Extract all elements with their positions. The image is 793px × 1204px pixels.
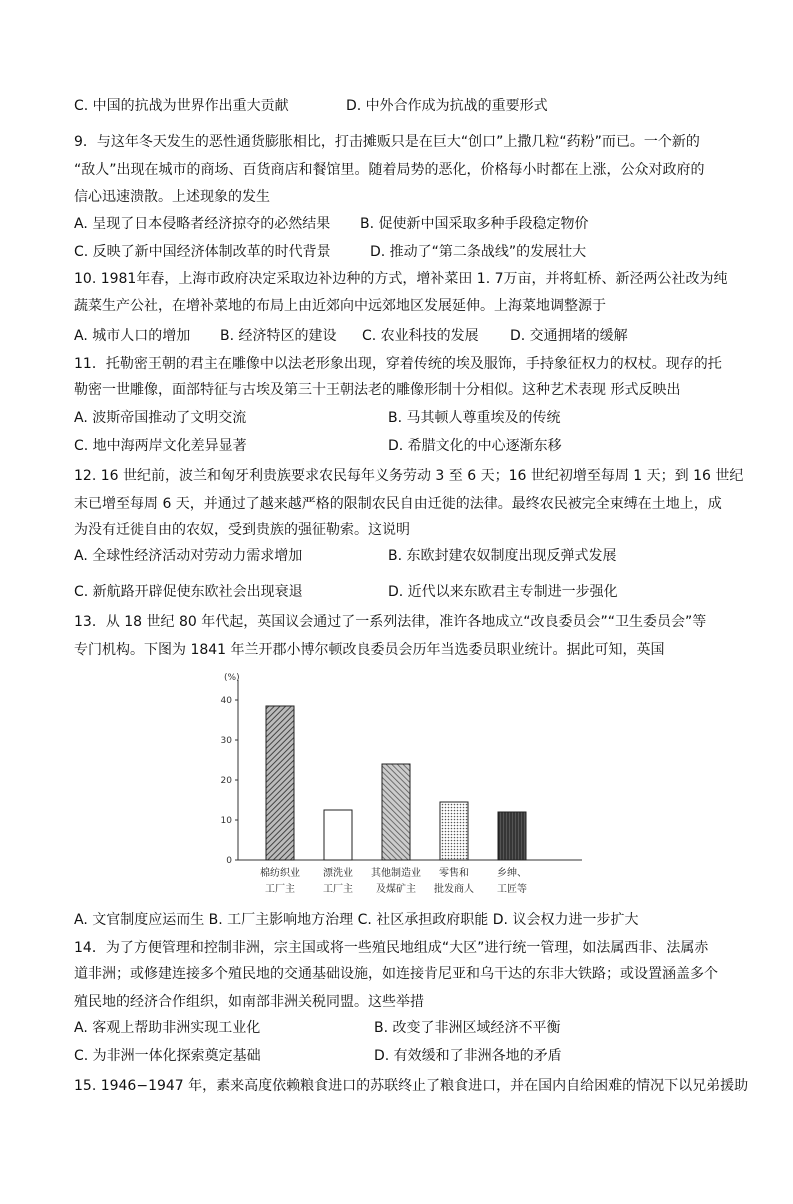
x-category-label: 乡绅、	[497, 868, 527, 879]
option-c: C. 中国的抗战为世界作出重大贡献	[74, 98, 289, 114]
q14-line-2: 道非洲；或修建连接多个殖民地的交通基础设施，如连接肯尼亚和乌干达的东非大铁路；或设置涵盖多个	[74, 966, 718, 982]
q11-option-c: C. 地中海两岸文化差异显著	[74, 438, 247, 454]
q12-line-1: 12. 16 世纪前，波兰和匈牙利贵族要求农民每年义务劳动 3 至 6 天；16 世纪初增至每周 1 天；到 16 世纪	[74, 468, 744, 484]
y-axis-unit-label: (%)	[224, 673, 240, 683]
x-category-label: 棉纺织业	[260, 868, 300, 879]
q10-line-2: 蔬菜生产公社，在增补菜地的布局上由近郊向中远郊地区发展延伸。上海菜地调整源于	[74, 298, 606, 314]
q14-line-1: 14．为了方便管理和控制非洲，宗主国或将一些殖民地组成“大区”进行统一管理，如法属西非、法属赤	[74, 940, 709, 956]
q9-option-d: D. 推动了“第二条战线”的发展壮大	[370, 244, 587, 260]
x-category-label: 工匠等	[497, 884, 527, 895]
bar	[324, 810, 352, 860]
q13-line-1: 13．从 18 世纪 80 年代起，英国议会通过了一系列法律，准许各地成立“改良委员会”“卫生委员会”等	[74, 614, 707, 630]
q10-option-a: A. 城市人口的增加	[74, 328, 191, 344]
option-d: D. 中外合作成为抗战的重要形式	[346, 98, 548, 114]
y-tick-label: 20	[220, 776, 232, 786]
q9-option-a: A. 呈现了日本侵略者经济掠夺的必然结果	[74, 216, 331, 232]
q9-line-1: 9．与这年冬天发生的恶性通货膨胀相比，打击摊贩只是在巨大“创口”上撒几粒“药粉”而已。一个新的	[74, 134, 700, 150]
q10-option-d: D. 交通拥堵的缓解	[510, 328, 628, 344]
q11-option-b: B. 马其顿人尊重埃及的传统	[388, 410, 561, 426]
q11-line-1: 11．托勒密王朝的君主在雕像中以法老形象出现，穿着传统的埃及服饰，手持象征权力的权杖。现存的托	[74, 356, 722, 372]
q9-option-b: B. 促使新中国采取多种手段稳定物价	[360, 216, 589, 232]
q14-line-3: 殖民地的经济合作组织，如南部非洲关税同盟。这些举措	[74, 994, 424, 1010]
q12-option-b: B. 东欧封建农奴制度出现反弹式发展	[388, 548, 617, 564]
bar	[382, 764, 410, 860]
bar	[266, 706, 294, 860]
bar	[440, 802, 468, 860]
x-category-label: 批发商人	[434, 884, 474, 895]
x-category-label: 工厂主	[323, 884, 353, 895]
x-category-label: 其他制造业	[371, 868, 421, 879]
x-category-label: 工厂主	[265, 884, 295, 895]
q10-option-b: B. 经济特区的建设	[220, 328, 337, 344]
q14-option-c: C. 为非洲一体化探索奠定基础	[74, 1048, 261, 1064]
q14-option-a: A. 客观上帮助非洲实现工业化	[74, 1020, 261, 1036]
q12-line-3: 为没有迁徙自由的农奴，受到贵族的强征勒索。这说明	[74, 522, 410, 538]
q9-line-3: 信心迅速溃散。上述现象的发生	[74, 189, 270, 205]
q9-option-c: C. 反映了新中国经济体制改革的时代背景	[74, 244, 331, 260]
y-tick-label: 40	[220, 696, 232, 706]
q15-line-1: 15. 1946−1947 年，素来高度依赖粮食进口的苏联终止了粮食进口，并在国内自给困难的情况下以兄弟援助	[74, 1078, 749, 1094]
q13-options: A. 文官制度应运而生 B. 工厂主影响地方治理 C. 社区承担政府职能 D. 议会权力进一步扩大	[74, 912, 639, 928]
q12-option-a: A. 全球性经济活动对劳动力需求增加	[74, 548, 303, 564]
bar	[498, 812, 526, 860]
x-category-label: 及煤矿主	[376, 884, 416, 895]
q11-option-a: A. 波斯帝国推动了文明交流	[74, 410, 247, 426]
occupation-bar-chart	[210, 668, 590, 898]
q12-option-c: C. 新航路开辟促使东欧社会出现衰退	[74, 584, 303, 600]
y-tick-label: 0	[226, 856, 232, 866]
q9-line-2: “敌人”出现在城市的商场、百货商店和餐馆里。随着局势的恶化，价格每小时都在上涨，公众对政府的	[74, 162, 705, 178]
x-category-label: 零售和	[439, 868, 469, 879]
q13-line-2: 专门机构。下图为 1841 年兰开郡小博尔顿改良委员会历年当选委员职业统计。据此可知，英国	[74, 642, 665, 658]
q10-option-c: C. 农业科技的发展	[362, 328, 479, 344]
q12-line-2: 末已增至每周 6 天，并通过了越来越严格的限制农民自由迁徙的法律。最终农民被完全束缚在土地上，成	[74, 496, 722, 512]
y-tick-label: 10	[220, 816, 232, 826]
x-category-label: 漂洗业	[323, 868, 353, 879]
q10-line-1: 10. 1981年春，上海市政府决定采取边补边种的方式，增补菜田 1. 7万亩，并将虹桥、新泾两公社改为纯	[74, 271, 728, 287]
q11-option-d: D. 希腊文化的中心逐渐东移	[388, 438, 562, 454]
y-tick-label: 30	[220, 736, 232, 746]
q14-option-b: B. 改变了非洲区域经济不平衡	[374, 1020, 561, 1036]
q14-option-d: D. 有效缓和了非洲各地的矛盾	[374, 1048, 562, 1064]
q12-option-d: D. 近代以来东欧君主专制进一步强化	[388, 584, 618, 600]
q11-line-2: 勒密一世雕像，面部特征与古埃及第三十王朝法老的雕像形制十分相似。这种艺术表现 形式反映出	[74, 382, 681, 398]
